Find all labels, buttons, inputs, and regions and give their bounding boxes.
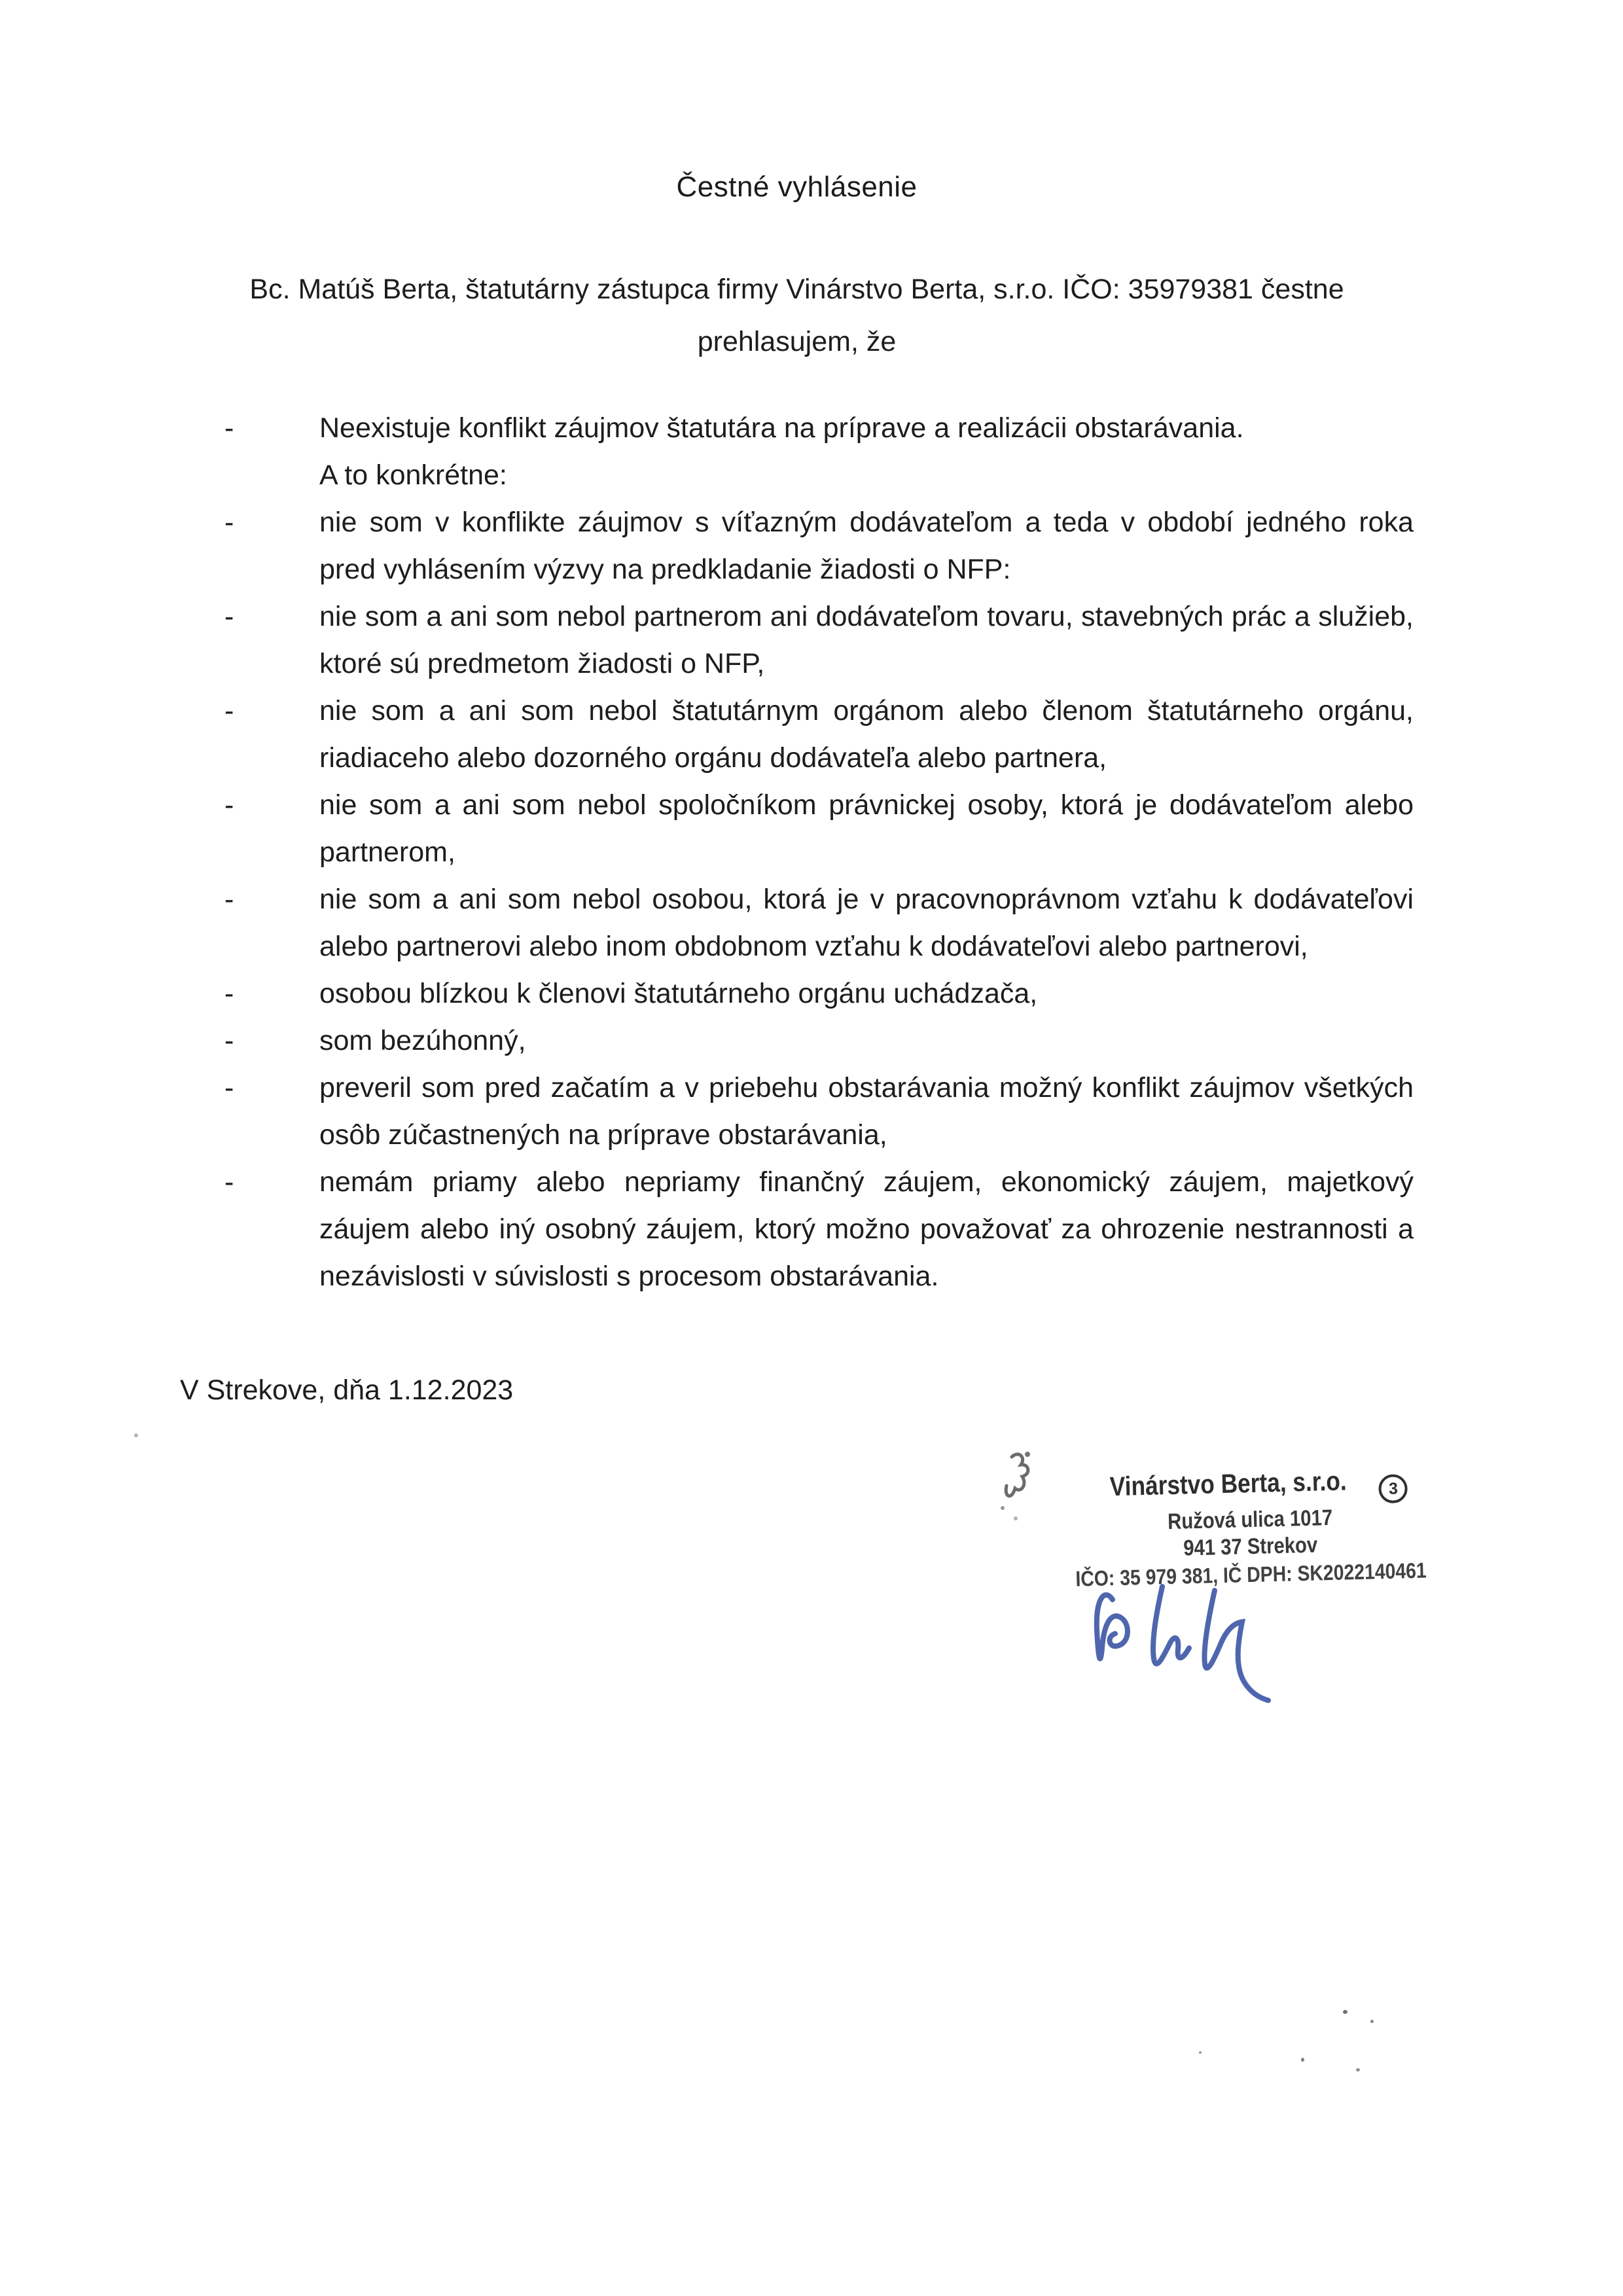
item-body — [319, 593, 1414, 687]
item-body — [319, 781, 1414, 876]
bullet-dash: - — [224, 412, 234, 444]
item-note: A to konkrétne: — [319, 459, 507, 491]
bullet-dash: - — [224, 789, 234, 821]
item-body — [319, 876, 1414, 970]
scan-speck — [134, 1433, 138, 1437]
scan-speck — [1199, 2051, 1202, 2054]
scan-speck — [1343, 2010, 1347, 2014]
list-item — [180, 1064, 1414, 1158]
item-body — [319, 1064, 1414, 1158]
smudge-dot — [1014, 1516, 1018, 1520]
list-item — [180, 1017, 1414, 1064]
list-item — [180, 687, 1414, 781]
bullet-dash: - — [224, 507, 234, 538]
item-text: preveril som pred začatím a v priebehu obstarávania možný konflikt záujmov všetkých osôb zúčastnených na príprave obstarávania, — [319, 1072, 1414, 1151]
item-body — [319, 1017, 1414, 1064]
signature-stroke — [1204, 1590, 1268, 1700]
bullet-dash: - — [224, 884, 234, 915]
date-line: V Strekove, dňa 1.12.2023 — [180, 1374, 514, 1406]
smudge-dot — [1001, 1506, 1005, 1510]
item-text: nie som a ani som nebol osobou, ktorá je v pracovnoprávnom vzťahu k dodávateľovi alebo partnerovi alebo inom obdobnom vzťahu k dodávateľovi alebo partnerovi, — [319, 884, 1414, 962]
stamp-badge-circled-3: 3 — [1378, 1474, 1408, 1503]
bullet-dash: - — [224, 978, 234, 1009]
company-stamp — [1020, 1462, 1480, 1594]
item-text: som bezúhonný, — [319, 1025, 526, 1056]
stamp-registration-ids: IČO: 35 979 381, IČ DPH: SK2022140461 — [1075, 1558, 1427, 1591]
scan-speck — [1356, 2068, 1360, 2072]
item-body — [319, 687, 1414, 781]
intro-paragraph — [180, 263, 1414, 368]
item-text: Neexistuje konflikt záujmov štatutára na príprave a realizácii obstarávania. — [319, 412, 1244, 444]
stamp-company-name: Vinárstvo Berta, s.r.o. — [1109, 1465, 1347, 1502]
item-body — [319, 970, 1414, 1017]
bullet-dash: - — [224, 1072, 234, 1103]
list-item — [180, 404, 1414, 499]
stamp-address-city: 941 37 Strekov — [1183, 1532, 1318, 1561]
smudge-dot — [1025, 1452, 1030, 1457]
declaration-list — [180, 404, 1414, 1300]
list-item — [180, 781, 1414, 876]
scan-speck — [1301, 2058, 1304, 2062]
item-text: nie som a ani som nebol spoločníkom právnickej osoby, ktorá je dodávateľom alebo partnerom, — [319, 789, 1414, 868]
item-text: osobou blízkou k členovi štatutárneho orgánu uchádzača, — [319, 978, 1038, 1009]
item-body — [319, 499, 1414, 593]
scan-speck — [1370, 2020, 1374, 2023]
intro-line-1: Bc. Matúš Berta, štatutárny zástupca firmy Vinárstvo Berta, s.r.o. IČO: 35979381 čestne — [249, 274, 1344, 305]
list-item — [180, 1158, 1414, 1300]
smudge-stroke — [1006, 1454, 1028, 1496]
list-item — [180, 593, 1414, 687]
bullet-dash: - — [224, 1166, 234, 1198]
bullet-dash: - — [224, 695, 234, 726]
intro-line-2: prehlasujem, že — [697, 326, 897, 357]
item-body — [319, 1158, 1414, 1300]
item-text: nemám priamy alebo nepriamy finančný záujem, ekonomický záujem, majetkový záujem alebo iný osobný záujem, ktorý možno považovať za ohrozenie nestrannosti a nezávislosti v súvislosti s procesom obstarávania. — [319, 1166, 1414, 1292]
handwritten-signature — [1079, 1576, 1281, 1713]
ink-smudge — [993, 1445, 1046, 1530]
item-text: nie som a ani som nebol štatutárnym orgánom alebo členom štatutárneho orgánu, riadiaceho alebo dozorného orgánu dodávateľa alebo partnera, — [319, 695, 1414, 774]
signature-stroke — [1153, 1587, 1189, 1664]
item-body — [319, 404, 1414, 499]
item-text: nie som v konflikte záujmov s víťazným dodávateľom a teda v období jedného roka pred vyhlásením výzvy na predkladanie žiadosti o NFP: — [319, 507, 1414, 585]
list-item — [180, 499, 1414, 593]
list-item — [180, 970, 1414, 1017]
list-item — [180, 876, 1414, 970]
page-title: Čestné vyhlásenie — [676, 171, 918, 203]
item-text: nie som a ani som nebol partnerom ani dodávateľom tovaru, stavebných prác a služieb, ktoré sú predmetom žiadosti o NFP, — [319, 601, 1414, 679]
bullet-dash: - — [224, 601, 234, 632]
stamp-address-street: Ružová ulica 1017 — [1167, 1505, 1333, 1535]
bullet-dash: - — [224, 1025, 234, 1056]
signature-stroke — [1097, 1595, 1128, 1659]
